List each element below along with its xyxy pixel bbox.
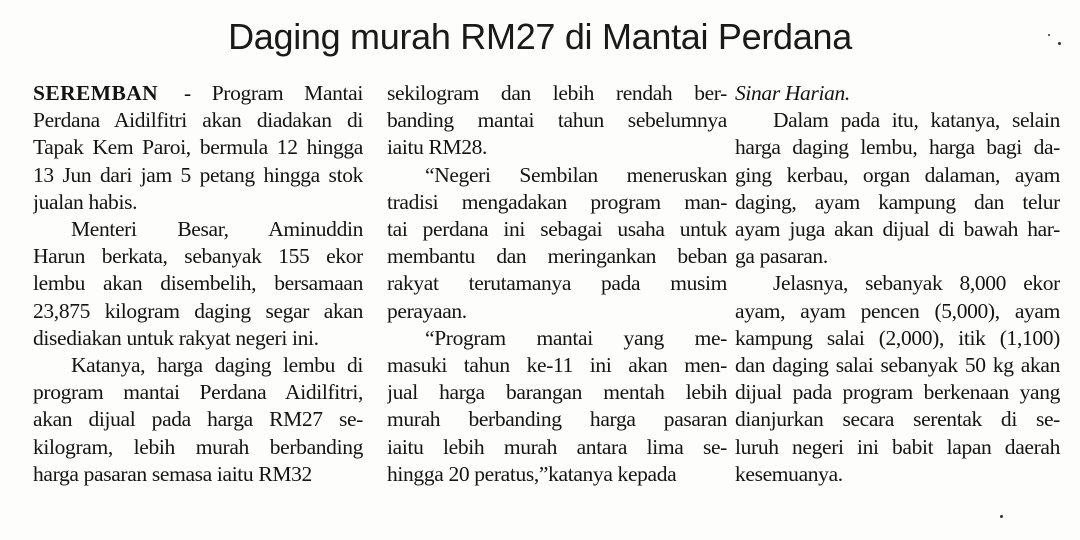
text-line: harga pasaran semasa iaitu RM32 — [33, 461, 312, 486]
text-line: banding mantai tahun sebelumnya — [387, 108, 727, 133]
text-line: kilogram, lebih murah berbanding — [33, 434, 363, 459]
text-line: masuki tahun ke-11 ini akan men- — [387, 353, 727, 378]
print-speck — [1058, 42, 1061, 45]
text-line: ga pasaran. — [735, 244, 828, 269]
text-line: Jelasnya, sebanyak 8,000 ekor — [773, 271, 1060, 296]
text-line: “Negeri Sembilan meneruskan — [425, 162, 727, 187]
print-speck — [1048, 34, 1050, 36]
text-line: disediakan untuk rakyat negeri ini. — [33, 325, 319, 350]
text-line: kampung salai (2,000), itik (1,100) — [735, 325, 1060, 350]
text-line: tai perdana ini sebagai usaha untuk — [387, 217, 727, 242]
text-line: jual harga barangan mentah lebih — [387, 380, 727, 405]
text-line: Harun berkata, sebanyak 155 ekor — [33, 244, 363, 269]
text-line: Tapak Kem Paroi, bermula 12 hingga — [33, 135, 363, 160]
text-line: ging kerbau, organ dalaman, ayam — [735, 162, 1060, 187]
text-line: 13 Jun dari jam 5 petang hingga stok — [33, 162, 363, 187]
column-2 — [387, 80, 727, 488]
text-line: murah berbanding harga pasaran — [387, 407, 727, 432]
text-line: daging, ayam kampung dan telur — [735, 189, 1060, 214]
text-line: ayam, ayam pencen (5,000), ayam — [735, 298, 1060, 323]
text-line: membantu dan meringankan beban — [387, 244, 727, 269]
text-line: harga daging lembu, harga bagi da- — [735, 135, 1060, 160]
text-line: Sinar Harian. — [735, 81, 850, 105]
text-line: sekilogram dan lebih rendah ber- — [387, 81, 727, 105]
paragraph — [387, 162, 727, 325]
paragraph — [387, 325, 727, 488]
text-line: tradisi mengadakan program man- — [387, 189, 727, 214]
article-body — [33, 80, 1063, 500]
text-line: akan dijual pada harga RM27 se- — [33, 407, 363, 432]
paragraph — [33, 352, 363, 488]
text-line: 23,875 kilogram daging segar akan — [33, 298, 363, 323]
text-line — [33, 80, 363, 107]
text-line: lembu akan disembelih, bersamaan — [33, 271, 363, 296]
text-line: program mantai Perdana Aidilfitri, — [33, 380, 363, 405]
text-line: iaitu lebih murah antara lima se- — [387, 434, 727, 459]
dateline: SEREMBAN — [33, 81, 159, 105]
text-line: hingga 20 peratus,”katanya kepada — [387, 461, 677, 486]
text-line: dijual pada program berkenaan yang — [735, 380, 1060, 405]
text-line: jualan habis. — [33, 189, 138, 214]
text-line: dianjurkan secara serentak di se- — [735, 407, 1060, 432]
text-line: “Program mantai yang me- — [425, 325, 727, 350]
paragraph — [33, 80, 363, 216]
text-line: perayaan. — [387, 298, 467, 323]
print-speck — [1000, 515, 1003, 518]
text-line: ayam juga akan dijual di bawah har- — [735, 217, 1060, 242]
text-line: rakyat terutamanya pada musim — [387, 271, 727, 296]
column-3 — [735, 80, 1060, 488]
paragraph — [735, 80, 1060, 107]
text-line: Dalam pada itu, katanya, selain — [773, 108, 1060, 133]
text-line: luruh negeri ini babit lapan daerah — [735, 434, 1060, 459]
text-line: iaitu RM28. — [387, 135, 488, 160]
paragraph — [735, 270, 1060, 488]
column-1 — [33, 80, 363, 488]
text-line: Menteri Besar, Aminuddin — [71, 217, 363, 242]
text-line: Perdana Aidilfitri akan diadakan di — [33, 108, 363, 133]
text-line: Katanya, harga daging lembu di — [71, 353, 363, 378]
headline: Daging murah RM27 di Mantai Perdana — [228, 16, 852, 57]
dateline-rest: - Program Mantai — [183, 81, 363, 105]
text-line: dan daging salai sebanyak 50 kg akan — [735, 353, 1060, 378]
text-line: kesemuanya. — [735, 461, 843, 486]
paragraph — [387, 80, 727, 162]
paragraph — [735, 107, 1060, 270]
paragraph — [33, 216, 363, 352]
